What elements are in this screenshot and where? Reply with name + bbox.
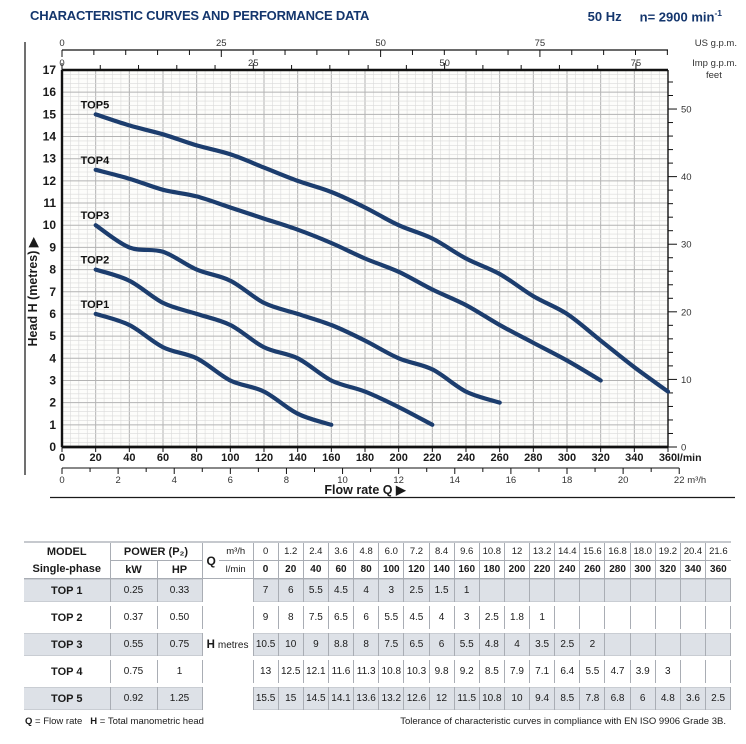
table-cell-head-value: 11.6 — [328, 658, 353, 685]
table-header-m3h-value: 1.2 — [278, 542, 303, 561]
table-header-m3h-value: 10.8 — [479, 542, 504, 561]
table-cell-head-value: 8 — [354, 631, 379, 658]
imp-gpm-tick-label: 75 — [630, 58, 642, 69]
table-cell-head-value: 2 — [580, 631, 605, 658]
y-tick-label: 5 — [49, 329, 56, 344]
feet-tick-label: 50 — [681, 104, 692, 116]
table-cell-head-value: 10.5 — [253, 631, 278, 658]
us-gpm-tick-label: 0 — [59, 38, 65, 49]
us-gpm-tick-label: 75 — [534, 38, 546, 49]
m3h-tick-label: 12 — [393, 475, 404, 486]
table-cell-head-value: 1 — [530, 604, 555, 631]
table-header-lmin-value: 120 — [404, 561, 429, 579]
table-header-lmin-value: 180 — [479, 561, 504, 579]
m3h-tick-label: 0 — [59, 475, 65, 486]
table-header-lmin-value: 220 — [530, 561, 555, 579]
table-cell-model: TOP 5 — [24, 685, 110, 710]
table-header-lmin-value: 140 — [429, 561, 454, 579]
m3h-unit-label: m³/h — [687, 475, 707, 486]
lmin-tick-label: 360 — [658, 452, 678, 464]
table-cell-head-value: 6 — [429, 631, 454, 658]
table-cell-hp: 0.75 — [157, 631, 202, 658]
table-cell-head-value: 7.5 — [379, 631, 404, 658]
y-tick-label: 6 — [49, 306, 56, 321]
feet-tick-label: 30 — [681, 239, 692, 251]
table-row-top3 — [24, 631, 731, 658]
lmin-tick-label: 240 — [456, 452, 476, 464]
table-header-singlephase: Single-phase — [32, 563, 101, 576]
table-header-m3h-value: 18.0 — [630, 542, 655, 561]
lmin-tick-label: 160 — [322, 452, 341, 464]
table-cell-kw: 0.75 — [110, 658, 157, 685]
table-cell-head-value — [504, 579, 529, 605]
table-cell-head-value: 7.5 — [303, 604, 328, 631]
y-tick-label: 14 — [42, 129, 56, 144]
h-symbol: H — [206, 638, 215, 651]
table-header-lmin-value: 160 — [454, 561, 479, 579]
lmin-tick-label: 180 — [355, 452, 375, 464]
table-cell-head-value — [680, 658, 705, 685]
table-cell-head-value — [605, 631, 630, 658]
table-cell-head-value: 7.8 — [580, 685, 605, 710]
table-header-m3h-value: 13.2 — [530, 542, 555, 561]
table-cell-head-value: 8 — [278, 604, 303, 631]
table-cell-head-value: 3.9 — [630, 658, 655, 685]
performance-curves-chart — [0, 30, 746, 500]
table-cell-head-value: 11.5 — [454, 685, 479, 710]
table-cell-head-value: 2.5 — [404, 579, 429, 605]
lmin-tick-label: 200 — [389, 452, 408, 464]
table-cell-head-value: 11.3 — [354, 658, 379, 685]
table-cell-head-value: 15.5 — [253, 685, 278, 710]
legend-text: = Total manometric head — [97, 716, 204, 727]
table-cell-head-value — [655, 631, 680, 658]
table-cell-head-value — [706, 579, 731, 605]
table-cell-head-value — [605, 604, 630, 631]
curve-label-top3: TOP3 — [80, 210, 110, 223]
table-cell-h-metres — [202, 579, 253, 711]
table-cell-head-value — [680, 579, 705, 605]
curve-label-top2: TOP2 — [80, 254, 110, 267]
table-cell-head-value: 15 — [278, 685, 303, 710]
table-header-lmin-value: 300 — [630, 561, 655, 579]
speed-value: n= 2900 min — [639, 9, 715, 25]
table-cell-head-value: 12.1 — [303, 658, 328, 685]
table-cell-head-value — [706, 631, 731, 658]
legend-footnote — [25, 716, 204, 727]
table-cell-head-value: 4.5 — [328, 579, 353, 605]
table-header-lmin-value: 340 — [680, 561, 705, 579]
table-cell-hp: 1 — [157, 658, 202, 685]
table-cell-head-value: 8.5 — [479, 658, 504, 685]
table-cell-head-value: 9.8 — [429, 658, 454, 685]
table-cell-head-value: 12 — [429, 685, 454, 710]
table-header-lmin-value: 20 — [278, 561, 303, 579]
table-header-m3h-value: 6.0 — [379, 542, 404, 561]
table-cell-model: TOP 4 — [51, 665, 83, 678]
page-title: CHARACTERISTIC CURVES AND PERFORMANCE DATA — [30, 8, 370, 23]
us-gpm-unit-label: US g.p.m. — [694, 38, 737, 49]
table-header-lmin-value: 260 — [580, 561, 605, 579]
table-header-m3h-value: 3.6 — [328, 542, 353, 561]
table-row-top2 — [24, 604, 731, 631]
m3h-tick-label: 20 — [617, 475, 629, 486]
us-gpm-tick-label: 25 — [216, 38, 227, 49]
table-cell-model: TOP 1 — [24, 579, 110, 605]
table-header-lmin-value: 240 — [555, 561, 580, 579]
table-cell-head-value: 4.5 — [404, 604, 429, 631]
y-tick-label: 9 — [49, 240, 56, 255]
m3h-tick-label: 6 — [227, 475, 233, 486]
table-cell-head-value: 9 — [262, 612, 269, 623]
table-cell-head-value: 4.7 — [605, 658, 630, 685]
m3h-tick-label: 18 — [561, 475, 573, 486]
lmin-tick-label: 140 — [288, 452, 307, 464]
table-cell-head-value: 4 — [504, 631, 529, 658]
table-cell-head-value: 13.2 — [379, 685, 404, 710]
table-header-model: MODEL — [46, 545, 87, 558]
table-header-lmin-value: 280 — [605, 561, 630, 579]
page-header — [0, 0, 746, 30]
lmin-tick-label: 20 — [89, 452, 102, 464]
table-cell-head-value: 7.1 — [530, 658, 555, 685]
table-cell-head-value: 13 — [260, 666, 272, 677]
table-cell-kw: 0.25 — [110, 579, 157, 605]
table-header-lmin-value: 80 — [354, 561, 379, 579]
table-cell-head-value: 5.5 — [303, 579, 328, 605]
table-header-q — [202, 542, 253, 579]
table-cell-head-value — [655, 604, 680, 631]
table-cell-head-value: 6.8 — [605, 685, 630, 710]
imp-gpm-tick-label: 25 — [248, 58, 259, 69]
table-cell-head-value — [655, 579, 680, 605]
y-tick-label: 11 — [43, 196, 56, 211]
lmin-tick-label: 100 — [221, 452, 240, 464]
table-cell-head-value: 3 — [655, 658, 680, 685]
table-cell-head-value: 12.5 — [278, 658, 303, 685]
m3h-tick-label: 14 — [449, 475, 461, 486]
frequency-value: 50 Hz — [587, 9, 622, 25]
imp-gpm-tick-label: 0 — [59, 58, 65, 69]
table-cell-head-value — [680, 631, 705, 658]
table-cell-head-value: 6 — [354, 604, 379, 631]
y-tick-label: 7 — [49, 284, 56, 299]
table-cell-head-value — [530, 579, 555, 605]
table-cell-head-value: 14.1 — [328, 685, 353, 710]
table-cell-head-value: 4.8 — [479, 631, 504, 658]
table-cell-head-value: 13.6 — [354, 685, 379, 710]
performance-table — [24, 541, 731, 710]
table-cell-head-value: 4 — [429, 604, 454, 631]
table-cell-head-value — [555, 579, 580, 605]
y-tick-label: 17 — [42, 63, 56, 77]
y-tick-label: 4 — [49, 351, 56, 366]
table-header-m3h-value: 0 — [253, 542, 278, 561]
table-cell-head-value: 6 — [278, 579, 303, 605]
table-cell-head-value — [555, 604, 580, 631]
table-cell-head-value — [630, 631, 655, 658]
table-header-lmin-value: 100 — [379, 561, 404, 579]
table-cell-kw: 0.92 — [110, 685, 157, 710]
speed-exponent: -1 — [714, 8, 722, 18]
table-cell-head-value: 10 — [504, 685, 529, 710]
table-header-m3h-value: 8.4 — [429, 542, 454, 561]
table-cell-head-value: 9 — [303, 631, 328, 658]
lmin-tick-label: 60 — [156, 452, 170, 464]
table-header-m3h-value: 20.4 — [680, 542, 705, 561]
table-cell-head-value — [580, 604, 605, 631]
imp-gpm-tick-label: 50 — [439, 58, 450, 69]
table-cell-head-value — [605, 579, 630, 605]
table-header-m3h-value: 15.6 — [580, 542, 605, 561]
table-cell-head-value — [479, 579, 504, 605]
table-cell-kw: 0.37 — [110, 604, 157, 631]
h-unit: metres — [217, 639, 249, 651]
table-cell-head-value: 3 — [454, 604, 479, 631]
m3h-tick-label: 4 — [171, 475, 177, 486]
table-header-m3h-value: 2.4 — [303, 542, 328, 561]
table-cell-head-value: 5.5 — [580, 658, 605, 685]
table-header-lmin-value: 320 — [655, 561, 680, 579]
feet-tick-label: 20 — [681, 307, 692, 319]
frequency-speed-label — [588, 8, 722, 24]
table-cell-head-value: 3 — [379, 579, 404, 605]
table-header-lmin-value: 200 — [504, 561, 529, 579]
feet-tick-label: 10 — [681, 374, 692, 386]
table-header-lmin-value: 360 — [706, 561, 731, 579]
table-header-lmin-value: 40 — [303, 561, 328, 579]
table-cell-head-value: 14.5 — [303, 685, 328, 710]
table-cell-hp: 1.25 — [157, 685, 202, 710]
table-cell-head-value: 6.5 — [328, 604, 353, 631]
lmin-tick-label: 280 — [524, 452, 543, 464]
table-cell-head-value: 2.5 — [555, 631, 580, 658]
lmin-tick-label: 260 — [490, 452, 509, 464]
lmin-tick-label: 340 — [625, 452, 644, 464]
y-tick-label: 16 — [42, 85, 56, 100]
table-cell-model: TOP 3 — [24, 631, 110, 658]
table-header-hp: HP — [157, 561, 202, 579]
lmin-tick-label: 40 — [123, 452, 136, 464]
table-cell-head-value: 7.9 — [504, 658, 529, 685]
table-cell-head-value: 6.4 — [555, 658, 580, 685]
table-cell-head-value — [680, 604, 705, 631]
lmin-tick-label: 80 — [190, 452, 203, 464]
y-tick-label: 12 — [42, 173, 56, 188]
table-cell-head-value: 5.5 — [454, 631, 479, 658]
table-cell-head-value: 10.8 — [479, 685, 504, 710]
y-tick-label: 2 — [49, 395, 56, 410]
table-cell-head-value — [580, 579, 605, 605]
table-row-top5 — [24, 685, 731, 710]
table-header-m3h-value: 16.8 — [605, 542, 630, 561]
x-axis-title: Flow rate Q ▶ — [324, 483, 406, 497]
table-cell-head-value: 8.8 — [328, 631, 353, 658]
us-gpm-tick-label: 50 — [375, 38, 386, 49]
y-tick-label: 3 — [49, 373, 56, 388]
lmin-tick-label: 300 — [557, 452, 577, 464]
table-cell-head-value: 4 — [354, 579, 379, 605]
q-unit-lmin: l/min — [225, 564, 246, 575]
y-tick-label: 1 — [49, 417, 56, 432]
table-cell-head-value: 6.5 — [404, 631, 429, 658]
table-cell-head-value: 1.5 — [429, 579, 454, 605]
imp-gpm-unit-label: Imp g.p.m. — [692, 58, 737, 69]
table-cell-head-value: 1.8 — [504, 604, 529, 631]
table-header-m3h-value: 14.4 — [555, 542, 580, 561]
lmin-tick-label: 220 — [423, 452, 442, 464]
table-cell-head-value: 12.6 — [404, 685, 429, 710]
y-axis-title: Head H (metres) ▶ — [26, 237, 40, 347]
m3h-tick-label: 2 — [115, 475, 121, 486]
lmin-tick-label: 0 — [58, 452, 66, 464]
table-cell-hp: 0.33 — [157, 579, 202, 605]
table-header-m3h-value: 19.2 — [655, 542, 680, 561]
table-cell-head-value — [630, 604, 655, 631]
table-header-kw: kW — [110, 561, 157, 579]
table-header-lmin-value: 60 — [328, 561, 353, 579]
table-cell-head-value: 10 — [278, 631, 303, 658]
table-header-m3h-value: 9.6 — [454, 542, 479, 561]
table-cell-head-value: 5.5 — [379, 604, 404, 631]
y-tick-label: 13 — [42, 151, 56, 166]
y-tick-label: 0 — [49, 440, 56, 454]
feet-tick-label: 40 — [681, 172, 692, 184]
m3h-tick-label: 10 — [337, 475, 348, 486]
legend-symbol: Q — [25, 716, 33, 727]
performance-table-wrap — [24, 541, 731, 710]
table-cell-head-value: 2.5 — [479, 604, 504, 631]
table-row-top1 — [24, 579, 731, 605]
lmin-tick-label: 120 — [254, 452, 274, 464]
table-header-m3h-value: 7.2 — [404, 542, 429, 561]
table-cell-head-value: 3.5 — [530, 631, 555, 658]
table-cell-head-value: 3.6 — [680, 685, 705, 710]
table-cell-head-value: 10.8 — [379, 658, 404, 685]
table-header-m3h-value: 4.8 — [354, 542, 379, 561]
q-symbol: Q — [206, 553, 216, 568]
curve-label-top4: TOP4 — [80, 154, 110, 167]
table-cell-head-value: 2.5 — [706, 685, 731, 710]
y-tick-label: 8 — [49, 262, 56, 277]
curve-label-top1: TOP1 — [80, 298, 110, 311]
m3h-tick-label: 8 — [283, 475, 290, 486]
legend-symbol: H — [90, 716, 98, 727]
tolerance-footnote: Tolerance of characteristic curves in compliance with EN ISO 9906 Grade 3B. — [400, 716, 726, 727]
table-cell-head-value: 9.2 — [454, 658, 479, 685]
lmin-tick-label: 320 — [591, 452, 610, 464]
table-cell-head-value: 1 — [454, 579, 479, 605]
table-cell-head-value: 6 — [630, 685, 655, 710]
table-header-lmin-value: 0 — [262, 564, 269, 575]
legend-text: = Flow rate — [32, 716, 83, 727]
table-cell-head-value: 7 — [253, 579, 278, 605]
table-cell-head-value — [706, 658, 731, 685]
table-cell-head-value: 8.5 — [555, 685, 580, 710]
m3h-tick-label: 22 — [673, 475, 685, 486]
table-cell-head-value: 4.8 — [655, 685, 680, 710]
table-cell-hp: 0.50 — [157, 604, 202, 631]
curve-label-top5: TOP5 — [80, 99, 110, 112]
table-cell-head-value: 10.3 — [404, 658, 429, 685]
table-header-m3h-value: 12 — [504, 542, 529, 561]
table-cell-model: TOP 2 — [51, 611, 83, 624]
feet-tick-label: 0 — [681, 442, 687, 454]
feet-unit-label: feet — [706, 70, 722, 81]
table-header-power: POWER (P₂) — [110, 542, 202, 561]
table-cell-head-value: 9.4 — [530, 685, 555, 710]
q-unit-m3h: m³/h — [219, 543, 253, 561]
table-cell-head-value — [706, 604, 731, 631]
y-tick-label: 15 — [42, 107, 56, 122]
table-row-top4 — [24, 658, 731, 685]
lmin-unit-label: l/min — [677, 452, 702, 464]
table-cell-kw: 0.55 — [110, 631, 157, 658]
y-tick-label: 10 — [42, 218, 56, 233]
m3h-tick-label: 16 — [505, 475, 517, 486]
table-header-m3h-value: 21.6 — [706, 542, 731, 561]
table-cell-head-value — [630, 579, 655, 605]
